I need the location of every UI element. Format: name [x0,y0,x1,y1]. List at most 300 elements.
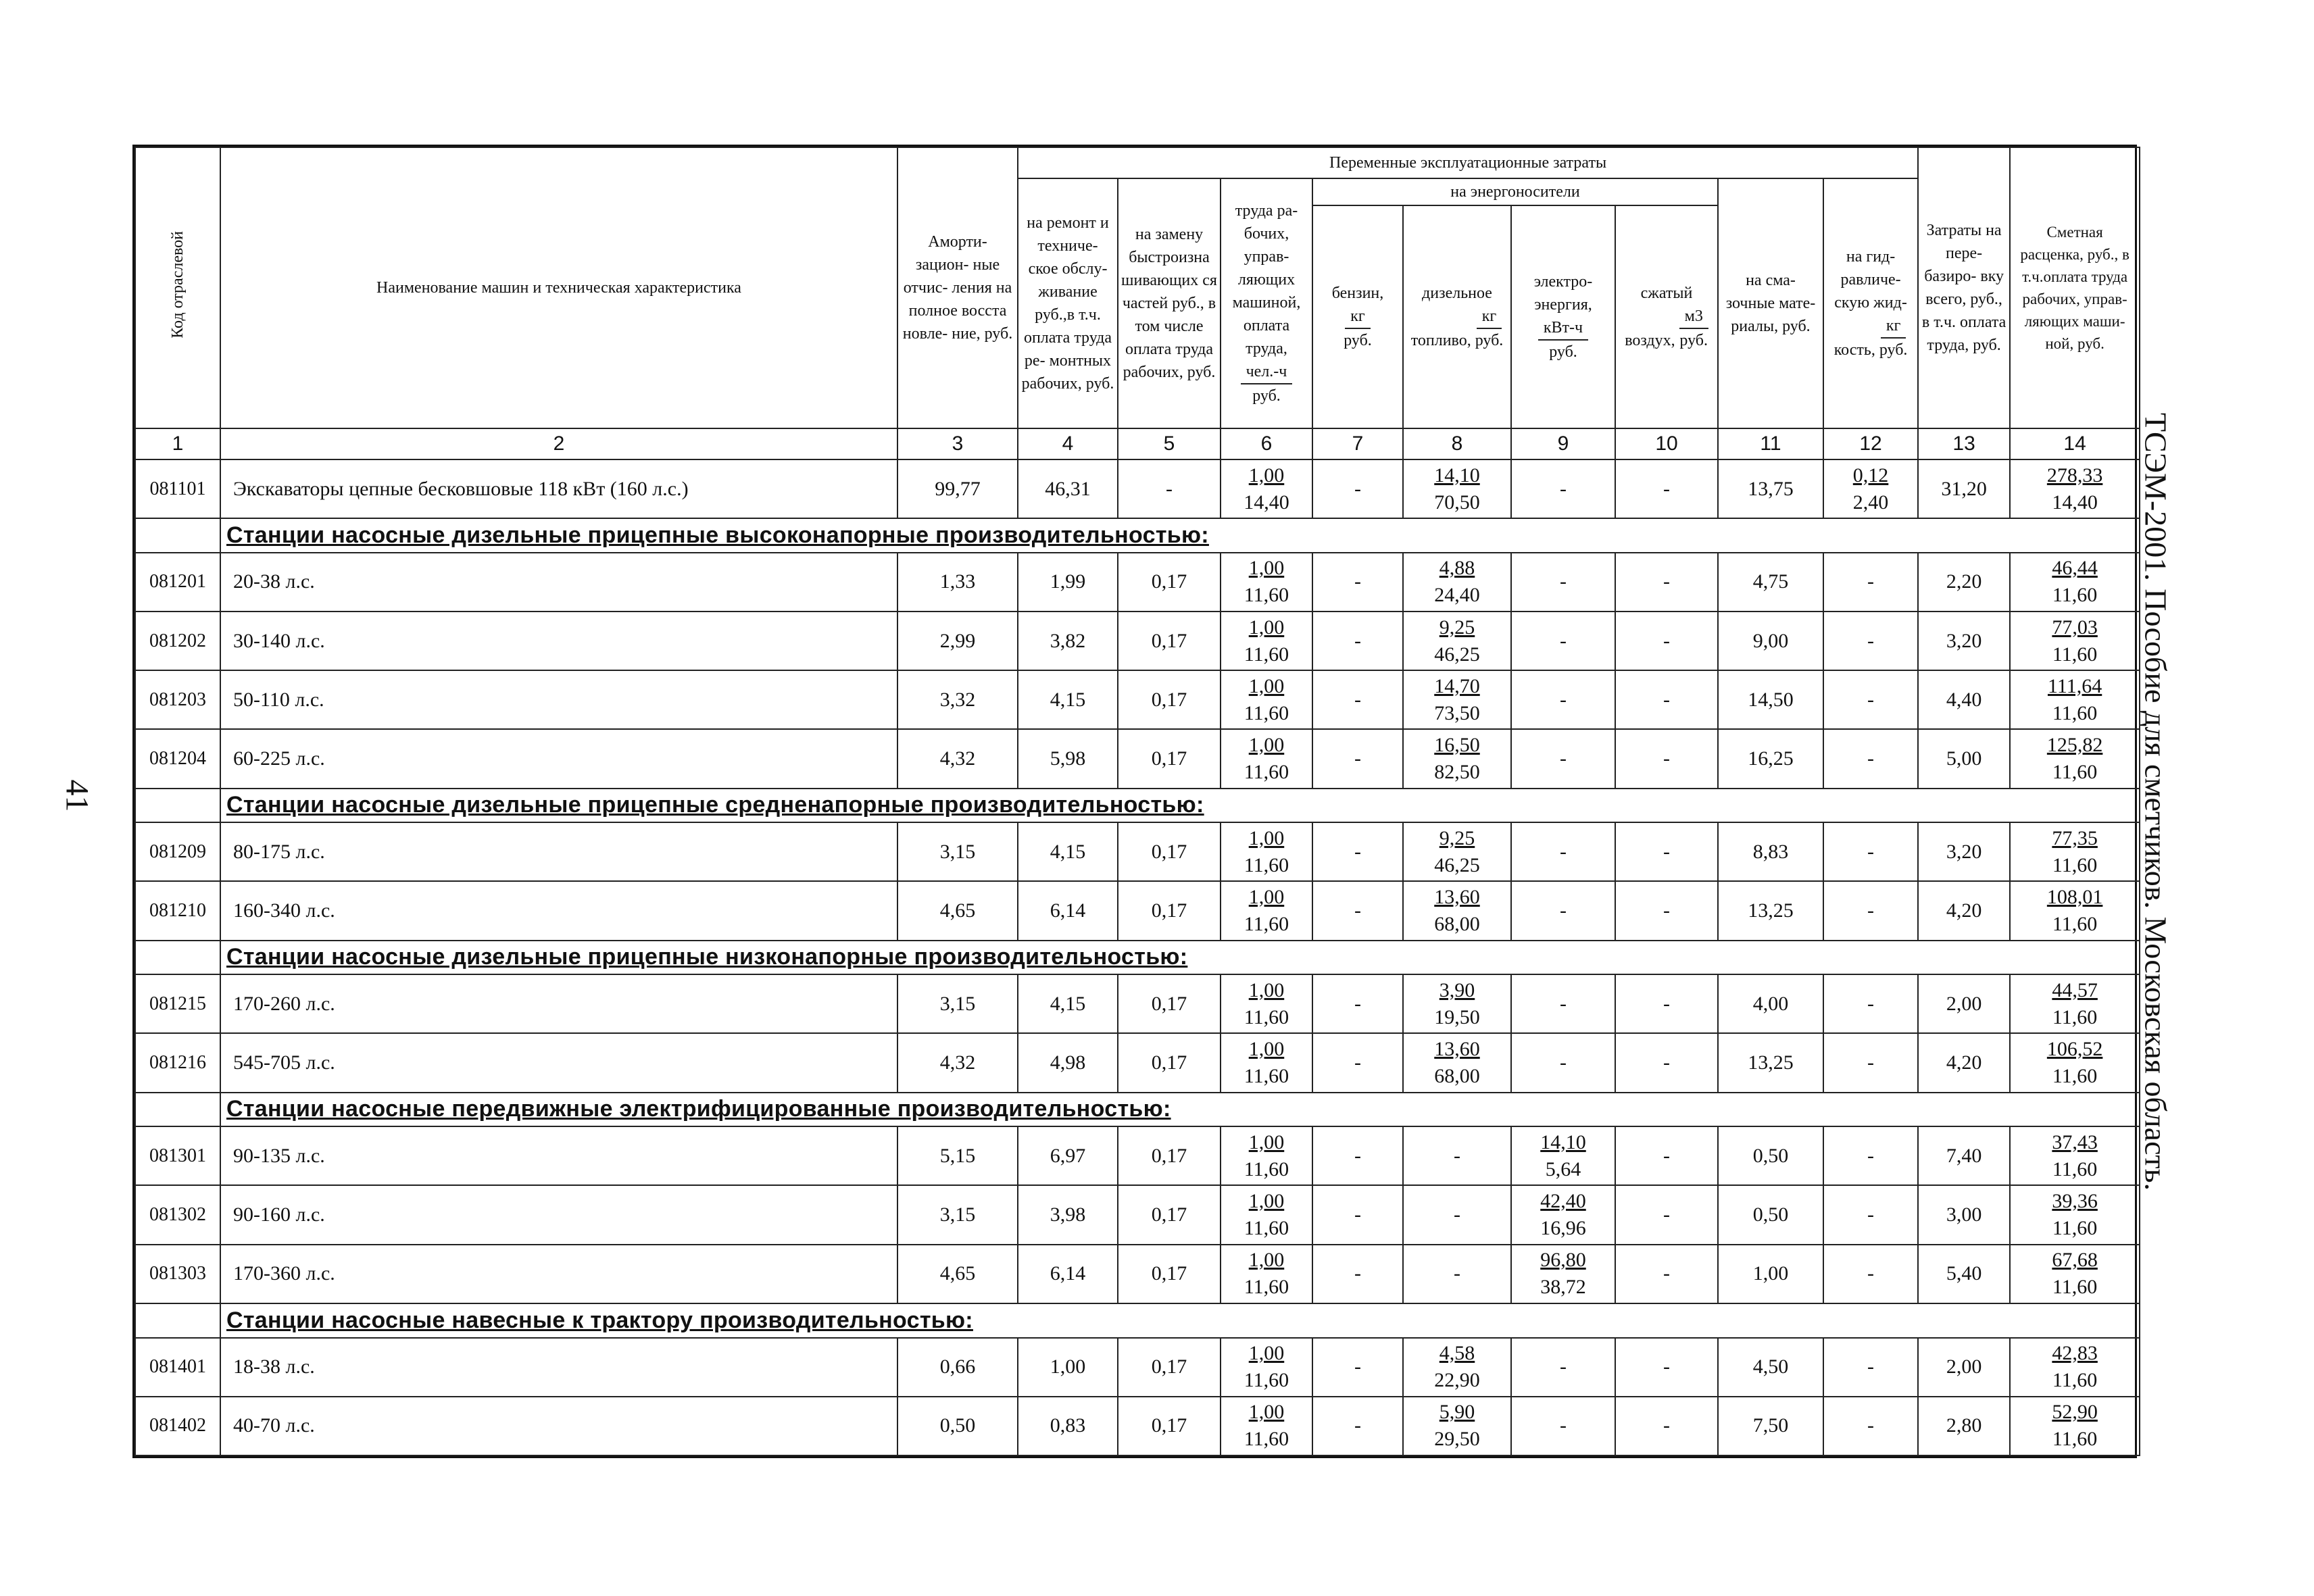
amortization-cell: 2,99 [897,612,1018,670]
column-number: 12 [1823,428,1918,459]
page-number: 41 [59,779,95,812]
parts-cell: 0,17 [1118,612,1221,670]
relocation-cell: 2,00 [1918,974,2010,1033]
machine-name: 18-38 л.с. [220,1338,897,1397]
column-number: 10 [1615,428,1718,459]
petrol-cell: - [1312,1245,1403,1303]
labor-cell [1221,459,1312,518]
diesel-cell-value: - [1454,1203,1460,1226]
compressed-air-cell: - [1615,1126,1718,1185]
diesel-cell-rub: 46,25 [1434,853,1480,876]
table-row [135,553,2140,612]
labor-cell-value: 1,00 [1248,733,1285,756]
parts-cell: 0,17 [1118,670,1221,729]
estimate-cell [2010,1185,2140,1244]
estimate-cell-value: 37,43 [2052,1130,2098,1153]
petrol-cell: - [1312,459,1403,518]
labor-cell-value: 1,00 [1248,464,1285,487]
electricity-cell-value: - [1560,629,1567,652]
relocation-cell: 4,20 [1918,881,2010,940]
estimate-cell-rub: 11,60 [2052,1276,2098,1299]
parts-cell: 0,17 [1118,1185,1221,1244]
column-number-row [135,428,2140,459]
running-title: ТСЭМ-2001. Пособие для сметчиков. Московская область. [2138,412,2173,1191]
header-name: Наименование машин и техническая характеристика [220,147,897,428]
parts-cell: 0,17 [1118,1245,1221,1303]
hydraulic-cell-value: - [1867,1355,1875,1378]
electricity-cell-value: - [1560,570,1567,593]
electricity-cell [1511,1185,1615,1244]
column-number: 14 [2010,428,2140,459]
estimate-cell-value: 44,57 [2052,978,2098,1001]
electricity-cell-value: - [1560,899,1567,922]
compressed-air-cell: - [1615,881,1718,940]
lubricants-cell: 13,25 [1718,881,1823,940]
header-hydraulic: на гид- равличе- скую жид- кость, кг руб. [1823,178,1918,428]
section-spacer [135,518,220,553]
compressed-air-cell: - [1615,553,1718,612]
diesel-cell [1403,822,1511,881]
labor-cell [1221,1033,1312,1092]
lubricants-cell: 13,25 [1718,1033,1823,1092]
petrol-cell: - [1312,974,1403,1033]
electricity-cell [1511,1338,1615,1397]
hydraulic-cell [1823,1397,1918,1455]
lubricants-cell: 7,50 [1718,1397,1823,1455]
relocation-cell: 7,40 [1918,1126,2010,1185]
diesel-cell-rub: 22,90 [1434,1369,1480,1392]
lubricants-cell: 0,50 [1718,1185,1823,1244]
estimate-cell [2010,1245,2140,1303]
electricity-cell [1511,881,1615,940]
section-title: Станции насосные передвижные электрифицированные производительностью: [220,1093,2140,1127]
diesel-cell [1403,1338,1511,1397]
hydraulic-cell-value: - [1867,688,1875,711]
petrol-cell: - [1312,1397,1403,1455]
labor-cell-value: 1,00 [1248,1342,1285,1365]
estimate-cell-rub: 11,60 [2052,1005,2098,1028]
amortization-cell: 0,50 [897,1397,1018,1455]
lubricants-cell: 8,83 [1718,822,1823,881]
electricity-cell-value: - [1560,992,1567,1015]
labor-cell-rub: 11,60 [1244,701,1289,724]
relocation-cell: 4,20 [1918,1033,2010,1092]
compressed-air-cell: - [1615,612,1718,670]
lubricants-cell: 16,25 [1718,729,1823,788]
hydraulic-cell-rub: 2,40 [1852,491,1889,514]
labor-cell [1221,1126,1312,1185]
column-number: 6 [1221,428,1312,459]
labor-cell-rub: 14,40 [1244,491,1289,514]
repair-cell: 3,82 [1018,612,1118,670]
lubricants-cell: 14,50 [1718,670,1823,729]
electricity-cell-value: 96,80 [1540,1249,1586,1272]
lubricants-cell: 13,75 [1718,459,1823,518]
column-number: 11 [1718,428,1823,459]
machine-code: 081402 [135,1397,220,1455]
column-number: 3 [897,428,1018,459]
diesel-cell-value: - [1454,1144,1460,1167]
petrol-cell: - [1312,729,1403,788]
section-title: Станции насосные дизельные прицепные низконапорные производительностью: [220,941,2140,975]
table-row [135,881,2140,940]
labor-cell [1221,1338,1312,1397]
estimate-cell-rub: 11,60 [2052,643,2098,666]
hydraulic-cell-value: - [1867,1051,1875,1074]
column-number: 4 [1018,428,1118,459]
machine-name: 80-175 л.с. [220,822,897,881]
compressed-air-cell: - [1615,459,1718,518]
machine-name: Экскаваторы цепные бесковшовые 118 кВт (160 л.с.) [220,459,897,518]
labor-cell-value: 1,00 [1248,1130,1285,1153]
estimate-cell [2010,612,2140,670]
compressed-air-cell: - [1615,1397,1718,1455]
lubricants-cell: 4,50 [1718,1338,1823,1397]
relocation-cell: 2,20 [1918,553,2010,612]
petrol-cell: - [1312,1338,1403,1397]
electricity-cell [1511,670,1615,729]
labor-cell-rub: 11,60 [1244,643,1289,666]
electricity-cell [1511,1245,1615,1303]
table-row [135,974,2140,1033]
parts-cell: 0,17 [1118,1397,1221,1455]
parts-cell: 0,17 [1118,822,1221,881]
hydraulic-cell [1823,1126,1918,1185]
relocation-cell: 5,40 [1918,1245,2010,1303]
labor-cell [1221,881,1312,940]
parts-cell: 0,17 [1118,974,1221,1033]
diesel-cell-rub: 68,00 [1434,1065,1480,1088]
relocation-cell: 4,40 [1918,670,2010,729]
hydraulic-cell [1823,670,1918,729]
hydraulic-cell [1823,1033,1918,1092]
section-spacer [135,1093,220,1127]
labor-cell-rub: 11,60 [1244,1065,1289,1088]
compressed-air-cell: - [1615,1245,1718,1303]
estimate-cell-value: 39,36 [2052,1190,2098,1213]
diesel-cell-value: 4,88 [1439,557,1475,580]
estimate-cell-rub: 11,60 [2052,760,2098,783]
estimate-cell [2010,974,2140,1033]
machine-code: 081302 [135,1185,220,1244]
electricity-cell-rub: 38,72 [1540,1276,1586,1299]
machine-code: 081209 [135,822,220,881]
diesel-cell [1403,553,1511,612]
hydraulic-cell [1823,822,1918,881]
table-row [135,1245,2140,1303]
labor-cell-value: 1,00 [1248,616,1285,639]
electricity-cell-value: - [1560,1414,1567,1437]
header-petrol: бензин, кг руб. [1312,205,1403,428]
table-row [135,822,2140,881]
diesel-cell [1403,612,1511,670]
petrol-cell: - [1312,881,1403,940]
compressed-air-cell: - [1615,670,1718,729]
machine-cost-table [134,147,2140,1456]
lubricants-cell: 4,75 [1718,553,1823,612]
amortization-cell: 3,15 [897,1185,1018,1244]
estimate-cell-value: 106,52 [2046,1038,2103,1061]
repair-cell: 4,15 [1018,670,1118,729]
relocation-cell: 3,20 [1918,822,2010,881]
hydraulic-cell-value: - [1867,840,1875,863]
diesel-cell-value: 13,60 [1434,885,1480,908]
section-header-row [135,941,2140,975]
labor-cell-value: 1,00 [1248,885,1285,908]
machine-code: 081401 [135,1338,220,1397]
repair-cell: 6,14 [1018,1245,1118,1303]
machine-name: 50-110 л.с. [220,670,897,729]
compressed-air-cell: - [1615,822,1718,881]
machine-code: 081301 [135,1126,220,1185]
column-number: 5 [1118,428,1221,459]
amortization-cell: 0,66 [897,1338,1018,1397]
repair-cell: 6,97 [1018,1126,1118,1185]
electricity-cell [1511,1397,1615,1455]
machine-name: 545-705 л.с. [220,1033,897,1092]
section-spacer [135,789,220,823]
diesel-cell-rub: 46,25 [1434,643,1480,666]
hydraulic-cell-value: - [1867,1262,1875,1285]
diesel-cell-rub: 70,50 [1434,491,1480,514]
lubricants-cell: 0,50 [1718,1126,1823,1185]
relocation-cell: 5,00 [1918,729,2010,788]
electricity-cell-value: 14,10 [1540,1130,1586,1153]
header-energy: на энергоносители [1312,178,1718,205]
lubricants-cell: 4,00 [1718,974,1823,1033]
petrol-cell: - [1312,822,1403,881]
header-amortization: Аморти- зацион- ные отчис- ления на полное восста новле- ние, руб. [897,147,1018,428]
repair-cell: 1,00 [1018,1338,1118,1397]
diesel-cell [1403,1185,1511,1244]
header-compressed-air: сжатый воздух, м3 руб. [1615,205,1718,428]
machine-name: 160-340 л.с. [220,881,897,940]
petrol-cell: - [1312,1185,1403,1244]
estimate-cell [2010,729,2140,788]
hydraulic-cell-value: - [1867,747,1875,770]
labor-cell-rub: 11,60 [1244,912,1289,935]
column-number: 1 [135,428,220,459]
electricity-cell [1511,1126,1615,1185]
labor-cell [1221,822,1312,881]
labor-cell-value: 1,00 [1248,826,1285,849]
diesel-cell-rub: 24,40 [1434,584,1480,607]
machine-code: 081204 [135,729,220,788]
parts-cell: 0,17 [1118,553,1221,612]
machine-name: 60-225 л.с. [220,729,897,788]
column-number: 9 [1511,428,1615,459]
labor-cell [1221,670,1312,729]
amortization-cell: 99,77 [897,459,1018,518]
amortization-cell: 3,32 [897,670,1018,729]
machine-name: 20-38 л.с. [220,553,897,612]
diesel-cell-value: 9,25 [1439,826,1475,849]
section-header-row [135,789,2140,823]
estimate-cell-rub: 11,60 [2052,1217,2098,1240]
amortization-cell: 3,15 [897,974,1018,1033]
machine-name: 170-360 л.с. [220,1245,897,1303]
estimate-cell [2010,1397,2140,1455]
estimate-cell-value: 108,01 [2046,885,2103,908]
repair-cell: 4,15 [1018,822,1118,881]
estimate-cell [2010,1126,2140,1185]
estimate-cell [2010,822,2140,881]
header-relocation: Затраты на пере- базиро- вку всего, руб., в т.ч. оплата труда, руб. [1918,147,2010,428]
table-body [135,459,2140,1455]
table-row [135,1397,2140,1455]
header-labor: труда ра- бочих, управ- ляющих машиной, оплата труда, чел.-ч руб. [1221,178,1312,428]
repair-cell: 5,98 [1018,729,1118,788]
labor-cell-value: 1,00 [1248,557,1285,580]
amortization-cell: 4,32 [897,729,1018,788]
machine-name: 170-260 л.с. [220,974,897,1033]
amortization-cell: 3,15 [897,822,1018,881]
estimate-cell [2010,553,2140,612]
labor-cell-rub: 11,60 [1244,1276,1289,1299]
parts-cell: 0,17 [1118,729,1221,788]
estimate-cell-rub: 11,60 [2052,1428,2098,1451]
relocation-cell: 2,00 [1918,1338,2010,1397]
labor-cell-rub: 11,60 [1244,853,1289,876]
labor-cell [1221,1185,1312,1244]
hydraulic-cell-value: - [1867,1203,1875,1226]
diesel-cell-value: - [1454,1262,1460,1285]
table-row [135,670,2140,729]
diesel-cell [1403,729,1511,788]
repair-cell: 6,14 [1018,881,1118,940]
labor-cell-rub: 11,60 [1244,584,1289,607]
labor-cell-rub: 11,60 [1244,1005,1289,1028]
petrol-cell: - [1312,1033,1403,1092]
hydraulic-cell-value: - [1867,570,1875,593]
hydraulic-cell [1823,1338,1918,1397]
labor-cell [1221,729,1312,788]
table-row [135,1185,2140,1244]
estimate-cell [2010,1033,2140,1092]
diesel-cell-rub: 73,50 [1434,701,1480,724]
hydraulic-cell-value: 0,12 [1852,464,1889,487]
machine-name: 90-135 л.с. [220,1126,897,1185]
diesel-cell-value: 14,10 [1434,464,1480,487]
machine-name: 40-70 л.с. [220,1397,897,1455]
estimate-cell-rub: 11,60 [2052,853,2098,876]
labor-cell-rub: 11,60 [1244,1217,1289,1240]
petrol-cell: - [1312,553,1403,612]
diesel-cell [1403,1397,1511,1455]
estimate-cell [2010,881,2140,940]
petrol-cell: - [1312,612,1403,670]
table-row [135,729,2140,788]
diesel-cell [1403,1245,1511,1303]
parts-cell: - [1118,459,1221,518]
repair-cell: 4,15 [1018,974,1118,1033]
repair-cell: 1,99 [1018,553,1118,612]
electricity-cell-value: - [1560,840,1567,863]
labor-cell-value: 1,00 [1248,674,1285,697]
labor-cell [1221,1245,1312,1303]
estimate-cell-rub: 11,60 [2052,1157,2098,1180]
relocation-cell: 31,20 [1918,459,2010,518]
labor-cell [1221,553,1312,612]
relocation-cell: 3,20 [1918,612,2010,670]
estimate-cell-rub: 11,60 [2052,912,2098,935]
estimate-cell-rub: 14,40 [2052,491,2098,514]
electricity-cell [1511,459,1615,518]
electricity-cell [1511,974,1615,1033]
section-title: Станции насосные дизельные прицепные высоконапорные производительностью: [220,518,2140,553]
petrol-cell: - [1312,670,1403,729]
electricity-cell [1511,822,1615,881]
estimate-cell [2010,670,2140,729]
section-header-row [135,518,2140,553]
amortization-cell: 4,65 [897,1245,1018,1303]
electricity-cell [1511,729,1615,788]
hydraulic-cell [1823,553,1918,612]
estimate-cell-value: 278,33 [2046,464,2103,487]
machine-name: 90-160 л.с. [220,1185,897,1244]
diesel-cell [1403,974,1511,1033]
diesel-cell-rub: 29,50 [1434,1428,1480,1451]
labor-cell-value: 1,00 [1248,1401,1285,1424]
labor-cell-value: 1,00 [1248,1190,1285,1213]
electricity-cell-value: 42,40 [1540,1190,1586,1213]
repair-cell: 46,31 [1018,459,1118,518]
column-number: 13 [1918,428,2010,459]
compressed-air-cell: - [1615,1033,1718,1092]
parts-cell: 0,17 [1118,1033,1221,1092]
diesel-cell-value: 3,90 [1439,978,1475,1001]
lubricants-cell: 9,00 [1718,612,1823,670]
amortization-cell: 5,15 [897,1126,1018,1185]
table-header [135,147,2140,459]
estimate-cell-rub: 11,60 [2052,701,2098,724]
machine-code: 081215 [135,974,220,1033]
compressed-air-cell: - [1615,974,1718,1033]
labor-cell-value: 1,00 [1248,978,1285,1001]
machine-code: 081216 [135,1033,220,1092]
table-row [135,1338,2140,1397]
electricity-cell-value: - [1560,1051,1567,1074]
estimate-cell-rub: 11,60 [2052,584,2098,607]
parts-cell: 0,17 [1118,1126,1221,1185]
electricity-cell-value: - [1560,747,1567,770]
labor-cell [1221,1397,1312,1455]
section-spacer [135,1303,220,1338]
column-number: 2 [220,428,897,459]
diesel-cell-rub: 82,50 [1434,760,1480,783]
estimate-cell [2010,459,2140,518]
diesel-cell-value: 5,90 [1439,1401,1475,1424]
table-row [135,1033,2140,1092]
machine-code: 081101 [135,459,220,518]
diesel-cell-value: 16,50 [1434,733,1480,756]
hydraulic-cell [1823,1245,1918,1303]
header-variable-costs: Переменные эксплуатационные затраты [1018,147,1918,178]
header-parts: на замену быстроизна шивающих ся частей руб., в том числе оплата труда рабочих, руб. [1118,178,1221,428]
relocation-cell: 2,80 [1918,1397,2010,1455]
table-row [135,612,2140,670]
electricity-cell-value: - [1560,688,1567,711]
column-number: 7 [1312,428,1403,459]
amortization-cell: 4,32 [897,1033,1018,1092]
machine-code: 081202 [135,612,220,670]
repair-cell: 3,98 [1018,1185,1118,1244]
diesel-cell-rub: 19,50 [1434,1005,1480,1028]
hydraulic-cell-value: - [1867,992,1875,1015]
amortization-cell: 4,65 [897,881,1018,940]
hydraulic-cell [1823,459,1918,518]
parts-cell: 0,17 [1118,881,1221,940]
